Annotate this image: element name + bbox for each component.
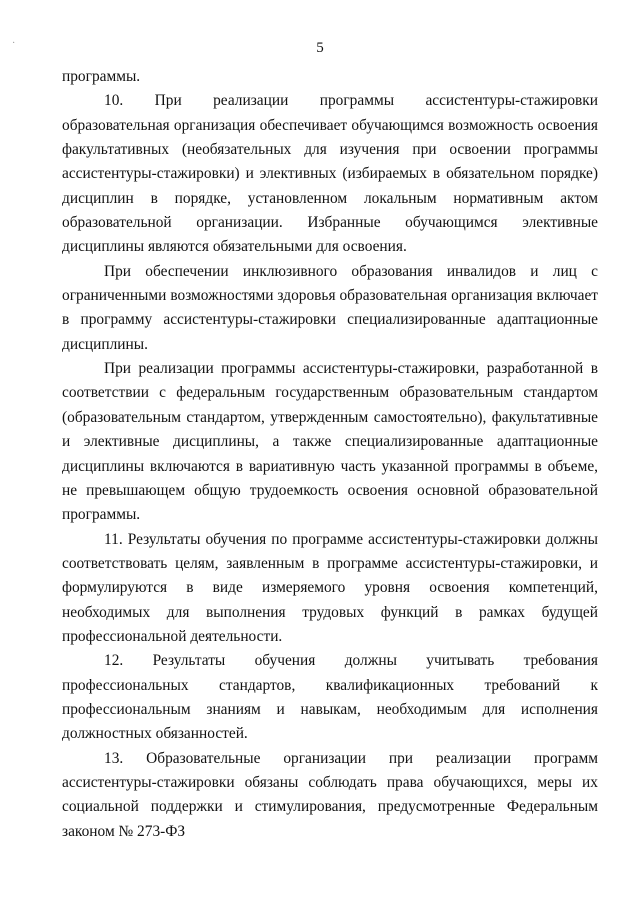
paragraph-inclusive-education: При обеспечении инклюзивного образования инвалидов и лиц с ограниченными возможностями здоровья образовательная организация включает в программу ассистентуры-стажировки специализированные адаптационные дисциплины. [62, 262, 598, 353]
paragraph-11: 11. Результаты обучения по программе ассистентуры-стажировки должны соответствовать целям, заявленным в программе ассистентуры-стажировки, и формулируются в виде измеряемого уровня освоения компетенций, необходимых для выполнения трудовых функций в рамках будущей профессиональной деятельности. [62, 530, 598, 645]
paragraph-12: 12. Результаты обучения должны учитывать требования профессиональных стандартов, квалификационных требований к профессиональным знаниям и навыкам, необходимым для исполнения должностных обязанностей. [62, 652, 598, 743]
page-number: 5 [316, 40, 324, 56]
paragraph-elective-disciplines: При реализации программы ассистентуры-стажировки, разработанной в соответствии с федеральным государственным образовательным стандартом (образовательным стандартом, утвержденным самостоятельно), факультативные и элективные дисциплины, а также специализированные адаптационные дисциплины включаются в вариативную часть указанной программы в объеме, не превышающем общую трудоемкость освоения основной образовательной программы. [62, 360, 598, 524]
document-body [62, 65, 598, 844]
paragraph-13: 13. Образовательные организации при реализации программ ассистентуры-стажировки обязаны соблюдать права обучающихся, меры их социальной поддержки и стимулирования, предусмотренные Федеральным законом № 273-ФЗ [62, 749, 598, 840]
paragraph-continuation: программы. [62, 68, 141, 85]
paragraph-10: 10. При реализации программы ассистентуры-стажировки образовательная организация обеспечивает обучающимся возможность освоения факультативных (необязательных для изучения при освоении программы ассистентуры-стажировки) и элективных (избираемых в обязательном порядке) дисциплин в порядке, установленном локальным нормативным актом образовательной организации. Избранные обучающимся элективные дисциплины являются обязательными для освоения. [62, 92, 598, 256]
scan-mark: · [12, 38, 16, 49]
